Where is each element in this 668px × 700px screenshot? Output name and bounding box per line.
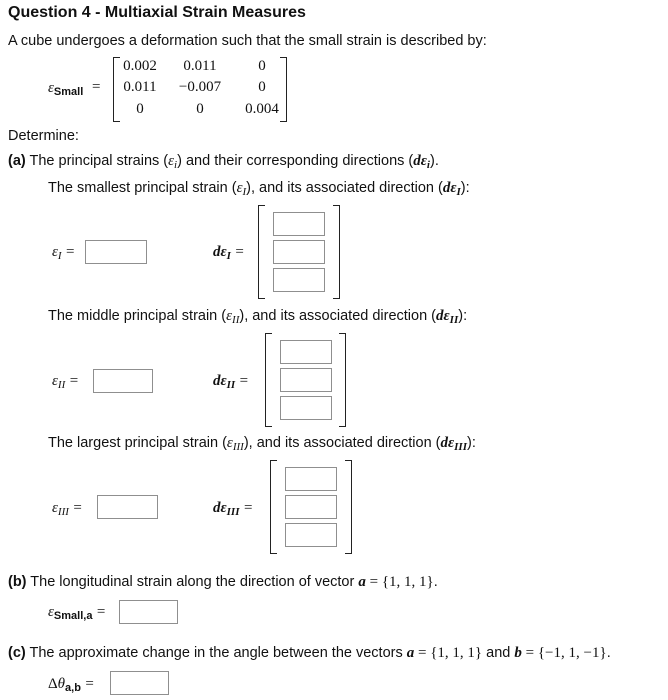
strain-small-a-label: $\varepsilon_{Small,a}$ = xyxy=(48,604,106,622)
deps-III-x-input[interactable] xyxy=(285,467,337,491)
strain-equals: = xyxy=(92,79,101,95)
part-b-text: (b) The longitudinal strain along the direction of vector a = {1, 1, 1}. xyxy=(8,574,438,590)
matrix-cell-33: 0.004 xyxy=(245,101,279,117)
deps-III-z-input[interactable] xyxy=(285,523,337,547)
eps-I-input[interactable] xyxy=(85,240,147,264)
matrix-cell-23: 0 xyxy=(258,79,266,95)
part-c-text: (c) The approximate change in the angle between the vectors a = {1, 1, 1} and b = {−1, 1, −1}. xyxy=(8,645,611,661)
matrix-cell-21: 0.011 xyxy=(123,79,157,95)
matrix-cell-22: −0.007 xyxy=(178,79,222,95)
determine-label: Determine: xyxy=(8,128,79,144)
strain-label: $\varepsilon_{Small}$ xyxy=(48,80,84,98)
deps-I-y-input[interactable] xyxy=(273,240,325,264)
eps-II-input[interactable] xyxy=(93,369,153,393)
deps-III-right-bracket xyxy=(345,460,352,554)
eps-III-label: $\varepsilon_{III}$ = xyxy=(52,500,82,518)
delta-theta-input[interactable] xyxy=(110,671,169,695)
deps-II-left-bracket xyxy=(265,333,272,427)
part-a-text: (a) The principal strains $(\varepsilon_i)$ and their corresponding directions $(d\varepsilon_i)$. xyxy=(8,153,439,171)
matrix-cell-12: 0.011 xyxy=(183,58,217,74)
deps-III-y-input[interactable] xyxy=(285,495,337,519)
matrix-cell-11: 0.002 xyxy=(123,58,157,74)
middle-strain-text: The middle principal strain $(\varepsilon_{II})$, and its associated direction $(d\varepsilon_{II})$: xyxy=(48,308,468,326)
largest-strain-text: The largest principal strain $(\varepsilon_{III})$, and its associated direction $(d\varepsilon_{III})$: xyxy=(48,435,476,453)
delta-theta-label: $\Delta\theta_{a,b}$ = xyxy=(48,676,94,694)
strain-small-a-input[interactable] xyxy=(119,600,178,624)
deps-II-right-bracket xyxy=(339,333,346,427)
deps-II-label: $d\varepsilon_{II}$ = xyxy=(213,373,249,391)
eps-III-input[interactable] xyxy=(97,495,158,519)
deps-I-left-bracket xyxy=(258,205,265,299)
deps-III-label: $d\varepsilon_{III}$ = xyxy=(213,500,253,518)
deps-II-z-input[interactable] xyxy=(280,396,332,420)
intro-text: A cube undergoes a deformation such that the small strain is described by: xyxy=(8,33,487,49)
matrix-cell-31: 0 xyxy=(136,101,144,117)
matrix-cell-13: 0 xyxy=(258,58,266,74)
eps-I-label: $\varepsilon_I$ = xyxy=(52,244,75,262)
question-title: Question 4 - Multiaxial Strain Measures xyxy=(8,4,306,21)
eps-II-label: $\varepsilon_{II}$ = xyxy=(52,373,79,391)
deps-II-y-input[interactable] xyxy=(280,368,332,392)
deps-I-x-input[interactable] xyxy=(273,212,325,236)
deps-I-z-input[interactable] xyxy=(273,268,325,292)
deps-III-left-bracket xyxy=(270,460,277,554)
matrix-cell-32: 0 xyxy=(196,101,204,117)
deps-II-x-input[interactable] xyxy=(280,340,332,364)
deps-I-label: $d\varepsilon_I$ = xyxy=(213,244,244,262)
deps-I-right-bracket xyxy=(333,205,340,299)
smallest-strain-text: The smallest principal strain $(\varepsilon_I)$, and its associated direction $(d\varepsilon_I)$: xyxy=(48,180,470,198)
